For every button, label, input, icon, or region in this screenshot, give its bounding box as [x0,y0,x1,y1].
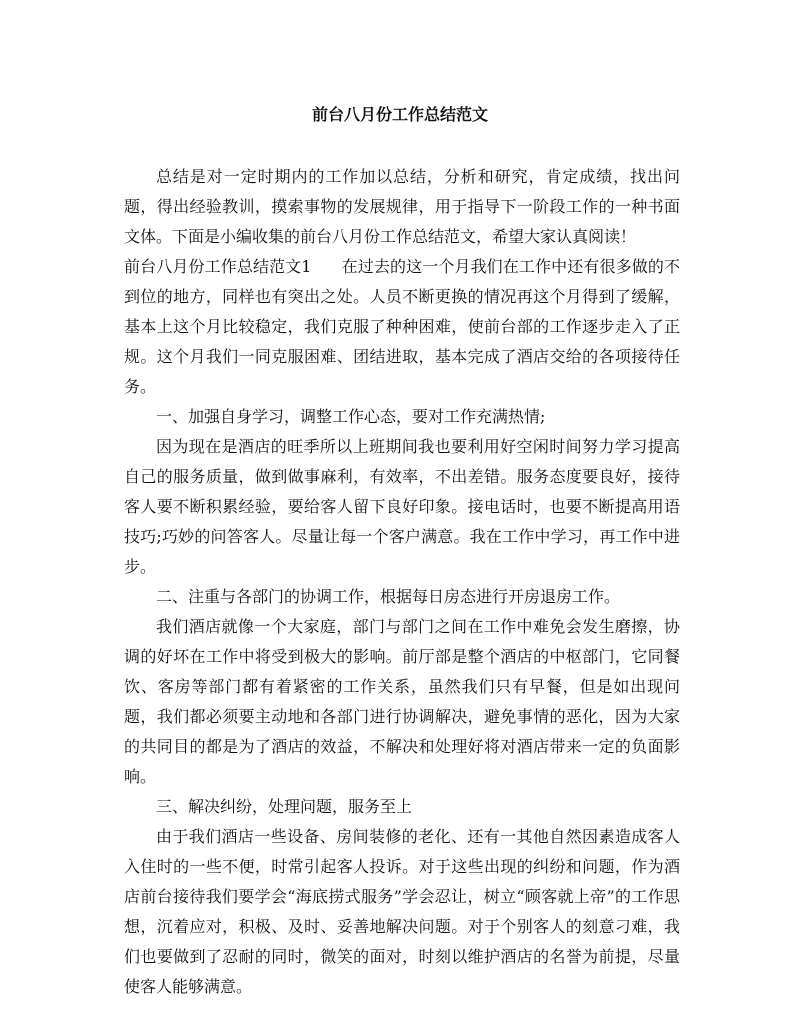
paragraph-4: 由于我们酒店一些设备、房间装修的老化、还有一其他自然因素造成客人入住时的一些不便，时常引起客人投诉。对于这些出现的纠纷和问题，作为酒店前台接待我们要学会“海底捞式服务”学会忍让，树立“顾客就上帝”的工作思想，沉着应对，积极、及时、妥善地解决问题。对于个别客人的刻意刁难，我们也要做到了忍耐的同时，微笑的面对，时刻以维护酒店的名誉为前提，尽量使客人能够满意。 [124,827,680,996]
section-1-paragraph [124,252,680,402]
section-1-text: 在过去的这一个月我们在工作中还有很多做的不到位的地方，同样也有突出之处。人员不断更换的情况再这个月得到了缓解，基本上这个月比较稳定，我们克服了种种困难，使前台部的工作逐步走入了正规。这个月我们一同克服困难、团结进取，基本完成了酒店交给的各项接待任务。 [124,257,680,396]
intro-paragraph: 总结是对一定时期内的工作加以总结，分析和研究，肯定成绩，找出问题，得出经验教训，摸索事物的发展规律，用于指导下一阶段工作的一种书面文体。下面是小编收集的前台八月份工作总结范文，希望大家认真阅读！ [124,167,680,246]
document-body [124,162,680,1002]
heading-1: 一、加强自身学习，调整工作心态，要对工作充满热情; [156,407,546,426]
paragraph-2: 因为现在是酒店的旺季所以上班期间我也要利用好空闲时间努力学习提高自己的服务质量，做到做事麻利，有效率，不出差错。服务态度要良好，接待客人要不断积累经验，要给客人留下良好印象。接电话时，也要不断提高用语技巧;巧妙的问答客人。尽量让每一个客户满意。我在工作中学习，再工作中进步。 [124,437,680,576]
paragraph-3: 我们酒店就像一个大家庭，部门与部门之间在工作中难免会发生磨擦，协调的好坏在工作中将受到极大的影响。前厅部是整个酒店的中枢部门，它同餐饮、客房等部门都有着紧密的工作关系，虽然我们只有早餐，但是如出现问题，我们都必须要主动地和各部门进行协调解决，避免事情的恶化，因为大家的共同目的都是为了酒店的效益，不解决和处理好将对酒店带来一定的负面影响。 [124,617,680,786]
document-title: 前台八月份工作总结范文 [311,105,488,124]
heading-2: 二、注重与各部门的协调工作，根据每日房态进行开房退房工作。 [156,587,621,606]
heading-3: 三、解决纠纷，处理问题，服务至上 [156,797,413,816]
section-title-1: 前台八月份工作总结范文1 [124,257,312,276]
